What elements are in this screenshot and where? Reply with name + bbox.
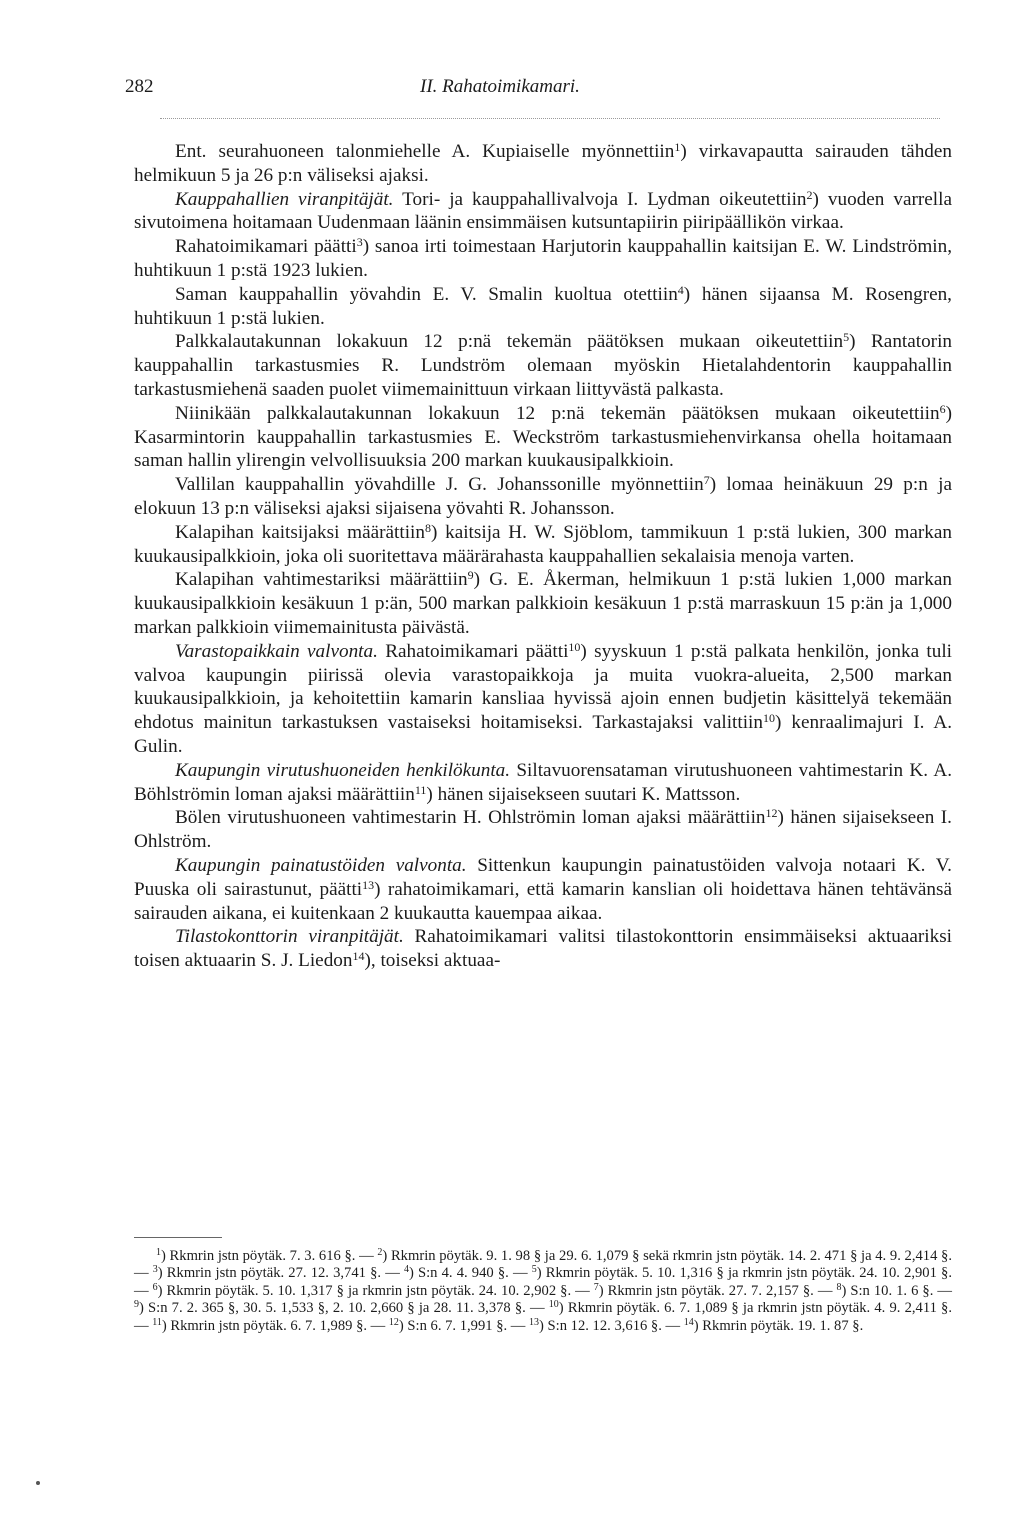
text-run: Niinikään palkkalautakunnan lokakuun 12 p:nä tekemän päätöksen mukaan oikeutettiin <box>175 402 940 424</box>
text-run: ) Rkmrin pöytäk. 5. 10. 1,317 § ja rkmrin jstn pöytäk. 24. 10. 2,902 §. — <box>157 1282 594 1299</box>
paragraph <box>134 759 952 807</box>
text-run: ) Rkmrin pöytäk. 6. 7. 1,089 § ja rkmrin jstn pöytäk. 4. 9. 2,411 §. — <box>134 1300 952 1334</box>
footnotes <box>134 1248 952 1335</box>
text-run: ) S:n 12. 12. 3,616 §. — <box>539 1317 684 1334</box>
text-run: ) Rkmrin jstn pöytäk. 6. 7. 1,989 §. — <box>161 1317 389 1334</box>
text-run: ), toiseksi aktuaa- <box>364 950 501 972</box>
footnote-ref: 8 <box>424 520 431 535</box>
body-text <box>134 140 952 973</box>
footnote-ref: 10 <box>568 639 581 654</box>
footnote-ref: 11 <box>414 782 427 797</box>
paragraph <box>134 235 952 283</box>
text-run: ) Rkmrin pöytäk. 9. 1. 98 § ja 29. 6. 1,079 § sekä rkmrin jstn pöytäk. 14. 2. 471 § ja 4. 9. 2,414 §. — <box>134 1248 952 1282</box>
footnote-ref: 3 <box>152 1264 158 1276</box>
text-run: Tori- ja kauppahallivalvoja I. Lydman oikeutettiin <box>393 188 807 210</box>
text-run: ) S:n 10. 1. 6 §. — <box>841 1282 952 1299</box>
footnote-ref: 5 <box>531 1264 537 1276</box>
footnote-ref: 14 <box>683 1316 694 1328</box>
text-run: Palkkalautakunnan lokakuun 12 p:nä tekemän päätöksen mukaan oikeutettiin <box>175 331 844 353</box>
text-run: Siltavuorensataman virutushuoneen vahtimestarin K. A. Böhlströmin loman ajaksi määrättiin <box>134 759 952 805</box>
text-run: Vallilan kauppahallin yövahdille J. G. Johanssonille myönnettiin <box>175 474 704 496</box>
footnote-ref: 6 <box>152 1281 158 1293</box>
footnote-ref: 7 <box>593 1281 599 1293</box>
footnote-ref: 3 <box>356 235 363 250</box>
text-run: ) Rkmrin jstn pöytäk. 27. 12. 3,741 §. — <box>157 1265 404 1282</box>
section-heading: Tilastokonttorin viranpitäjät. <box>175 926 404 948</box>
text-run: ) kaitsija H. W. Sjöblom, tammikuun 1 p:stä lukien, 300 markan kuukausipalkkioin, joka oli suoritettava määrärahasta kauppahallien sekalaisia menoja varten. <box>134 521 952 567</box>
text-run: ) S:n 4. 4. 940 §. — <box>408 1265 532 1282</box>
paragraph <box>134 402 952 473</box>
text-run: Rahatoimikamari päätti <box>377 640 569 662</box>
text-run: ) Rkmrin jstn pöytäk. 27. 7. 2,157 §. — <box>598 1282 837 1299</box>
text-run: ) Rantatorin kauppahallin tarkastusmies R. Lundström olemaan myöskin Hietalahdentorin kauppahallin tarkastusmiehenä saaden puolet viimemainittuun virkaan liittyvästä palkasta. <box>134 331 952 400</box>
footnote-paragraph <box>134 1248 952 1335</box>
text-run: ) S:n 7. 2. 365 §, 30. 5. 1,533 §, 2. 10. 2,660 § ja 28. 11. 3,378 §. — <box>139 1300 549 1317</box>
text-run: Rahatoimikamari päätti <box>175 236 357 258</box>
footnote-ref: 12 <box>388 1316 399 1328</box>
footnote-ref: 12 <box>765 806 778 821</box>
text-run: ) G. E. Åkerman, helmikuun 1 p:stä lukien 1,000 markan kuukausipalkkioin kesäkuun 1 p:än, 500 markan palkkioin kesäkuun 1 p:stä marraskuun 15 p:än ja 1,000 markan palkkioin viimemainitusta päivästä. <box>134 569 952 638</box>
footnote-ref: 1 <box>156 1247 161 1258</box>
text-run: ) hänen sijaisekseen I. Ohlström. <box>134 807 952 853</box>
text-run: Saman kauppahallin yövahdin E. V. Smalin kuoltua otettiin <box>175 283 678 305</box>
footnote-ref: 9 <box>467 568 474 583</box>
text-run: Kalapihan vahtimestariksi määrättiin <box>175 569 468 591</box>
page-header <box>125 76 950 108</box>
section-heading: Kaupungin painatustöiden valvonta. <box>175 854 467 876</box>
footnote-ref: 14 <box>352 949 365 964</box>
text-run: ) kenraalimajuri I. A. Gulin. <box>134 712 953 757</box>
footnote-ref: 10 <box>548 1299 559 1311</box>
paragraph <box>134 925 952 973</box>
section-heading: Kaupungin virutushuoneiden henkilökunta. <box>175 759 511 781</box>
footnote-separator <box>134 1237 222 1238</box>
section-heading: Kauppahallien viranpitäjät. <box>175 188 394 210</box>
text-run: Ent. seurahuoneen talonmiehelle A. Kupiaiselle myönnettiin <box>175 141 675 162</box>
footnote-ref: 5 <box>843 330 850 345</box>
footnote-ref: 1 <box>674 140 681 154</box>
running-title: II. Rahatoimikamari. <box>420 76 580 97</box>
text-run: ) rahatoimikamari, että kamarin kanslian oli hoidettava hänen tehtävänsä sairauden aikana, ei kuitenkaan 2 kuukautta kauempaa aikaa. <box>134 878 952 924</box>
paragraph <box>134 330 952 401</box>
section-heading: Varastopaikkain valvonta. <box>175 640 378 662</box>
page-number: 282 <box>125 76 154 97</box>
paragraph <box>134 140 952 188</box>
text-run: Rahatoimikamari valitsi tilastokonttorin ensimmäiseksi aktuaariksi toisen aktuaarin S. J. Liedon <box>134 926 952 972</box>
text-run: Sittenkun kaupungin painatustöiden valvoja notaari K. V. Puuska oli sairastunut, päätti <box>134 854 952 900</box>
text-run: ) Rkmrin pöytäk. 5. 10. 1,316 § ja rkmrin jstn pöytäk. 24. 10. 2,901 §. — <box>134 1265 953 1299</box>
footnote-ref: 9 <box>134 1299 139 1311</box>
footnote-ref: 13 <box>529 1316 540 1328</box>
header-rule <box>160 118 940 119</box>
paragraph <box>134 854 952 925</box>
footnote-ref: 4 <box>677 282 684 297</box>
paragraph <box>134 806 952 854</box>
text-run: Kalapihan kaitsijaksi määrättiin <box>175 521 425 543</box>
text-run: ) virkavapautta sairauden tähden helmikuun 5 ja 26 p:n väliseksi ajaksi. <box>134 141 952 186</box>
footnote-ref: 11 <box>152 1316 162 1328</box>
text-run: ) hänen sijaisekseen suutari K. Mattsson. <box>426 783 741 805</box>
footnote-ref: 10 <box>762 711 775 726</box>
paragraph <box>134 568 952 639</box>
paragraph <box>134 283 952 331</box>
paragraph <box>134 640 952 759</box>
footnote-ref: 4 <box>403 1264 409 1276</box>
paragraph <box>134 188 952 236</box>
text-run: ) Rkmrin pöytäk. 19. 1. 87 §. <box>693 1317 864 1334</box>
paragraph <box>134 473 952 521</box>
footnote-ref: 6 <box>939 401 946 416</box>
text-run: ) Rkmrin jstn pöytäk. 7. 3. 616 §. — <box>161 1248 378 1264</box>
footnote-ref: 8 <box>836 1281 842 1293</box>
footnote-ref: 2 <box>377 1247 383 1258</box>
footnote-ref: 7 <box>703 473 710 488</box>
text-run: ) vuoden varrella sivutoimena hoitamaan Uudenmaan läänin ensimmäisen kutsuntapiirin piiripäällikön virkaa. <box>134 188 952 234</box>
text-run: Bölen virutushuoneen vahtimestarin H. Ohlströmin loman ajaksi määrättiin <box>175 807 766 829</box>
text-run: ) hänen sijaansa M. Rosengren, huhtikuun 1 p:stä lukien. <box>134 283 952 329</box>
print-speck <box>36 1481 40 1485</box>
footnote-ref: 13 <box>362 877 375 892</box>
text-run: ) Kasarmintorin kauppahallin tarkastusmies E. Weckström tarkastusmiehenvirkansa ohella hoitamaan saman hallin ylirengin velvollisuuksia 200 markan kuukausipalkkioin. <box>134 402 952 472</box>
text-run: ) lomaa heinäkuun 29 p:n ja elokuun 13 p:n väliseksi ajaksi sijaisena yövahti R. Johansson. <box>134 474 952 519</box>
text-run: ) S:n 6. 7. 1,991 §. — <box>398 1317 530 1334</box>
text-run: ) sanoa irti toimestaan Harjutorin kauppahallin kaitsijan E. W. Lindströmin, huhtikuun 1 p:stä 1923 lukien. <box>134 236 952 281</box>
text-run: ) syyskuun 1 p:stä palkata henkilön, jonka tuli valvoa kaupungin piirissä olevia varastopaikkoja ja muita vuokra-alueita, 2,500 markan kuukausipalkkioin, ja kehoitettiin kamarin kansliaa hyvissä ajoin ennen budjetin käsittelyä tekemään ehdotus mainitun tarkastuksen vastaiseksi hoitamiseksi. Tarkastajaksi valittiin <box>134 640 953 734</box>
paragraph <box>134 521 952 569</box>
footnote-ref: 2 <box>806 187 813 202</box>
